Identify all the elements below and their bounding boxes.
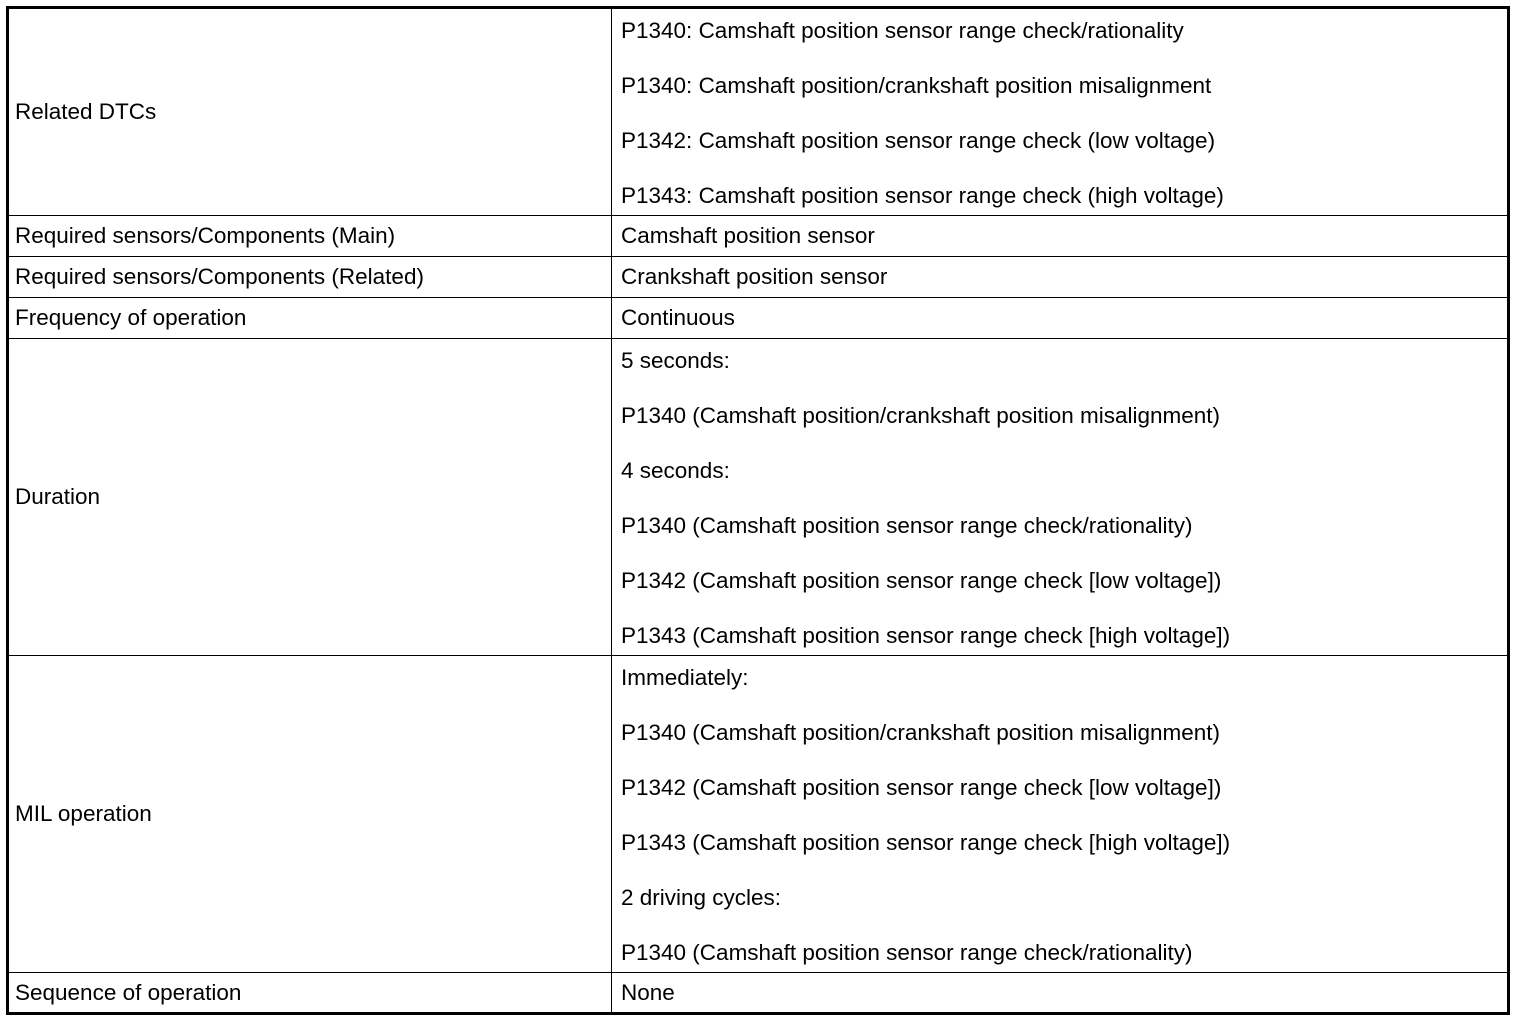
row-value-frequency: [612, 298, 1509, 339]
row-value-required-main: [612, 216, 1509, 257]
value-line: P1340 (Camshaft position sensor range check/rationality): [621, 513, 1193, 538]
row-label-duration: Duration: [8, 339, 612, 656]
value-line: P1343 (Camshaft position sensor range check [high voltage]): [621, 623, 1231, 648]
value-line: P1342: Camshaft position sensor range check (low voltage): [621, 128, 1216, 153]
row-label-sequence: Sequence of operation: [8, 973, 612, 1014]
spec-table: [6, 6, 1510, 1015]
table-row: [8, 339, 1509, 656]
row-label-related-dtcs: Related DTCs: [8, 8, 612, 216]
value-line: P1340 (Camshaft position sensor range check/rationality): [621, 940, 1193, 965]
value-line: Camshaft position sensor: [621, 223, 875, 248]
row-label-required-main: Required sensors/Components (Main): [8, 216, 612, 257]
value-line: 2 driving cycles:: [621, 885, 782, 910]
value-line: Immediately:: [621, 665, 749, 690]
row-value-related-dtcs: [612, 8, 1509, 216]
value-line: P1342 (Camshaft position sensor range check [low voltage]): [621, 775, 1222, 800]
value-line: P1342 (Camshaft position sensor range check [low voltage]): [621, 568, 1222, 593]
table-row: [8, 216, 1509, 257]
row-label-mil-operation: MIL operation: [8, 656, 612, 973]
table-row: [8, 298, 1509, 339]
row-value-sequence: [612, 973, 1509, 1014]
value-line: 4 seconds:: [621, 458, 730, 483]
row-value-duration: [612, 339, 1509, 656]
row-value-required-related: [612, 257, 1509, 298]
value-line: P1340: Camshaft position/crankshaft position misalignment: [621, 73, 1212, 98]
value-line: P1340 (Camshaft position/crankshaft position misalignment): [621, 403, 1221, 428]
table-row: [8, 973, 1509, 1014]
row-label-required-related: Required sensors/Components (Related): [8, 257, 612, 298]
table-row: [8, 656, 1509, 973]
value-line: None: [621, 979, 675, 1005]
value-line: P1343: Camshaft position sensor range check (high voltage): [621, 183, 1224, 208]
table-row: [8, 257, 1509, 298]
value-line: 5 seconds:: [621, 348, 730, 373]
row-value-mil-operation: [612, 656, 1509, 973]
value-line: P1340 (Camshaft position/crankshaft position misalignment): [621, 720, 1221, 745]
value-line: P1340: Camshaft position sensor range check/rationality: [621, 18, 1184, 43]
row-label-frequency: Frequency of operation: [8, 298, 612, 339]
table-row: [8, 8, 1509, 216]
value-line: Continuous: [621, 305, 735, 330]
value-line: Crankshaft position sensor: [621, 264, 888, 289]
value-line: P1343 (Camshaft position sensor range check [high voltage]): [621, 830, 1231, 855]
